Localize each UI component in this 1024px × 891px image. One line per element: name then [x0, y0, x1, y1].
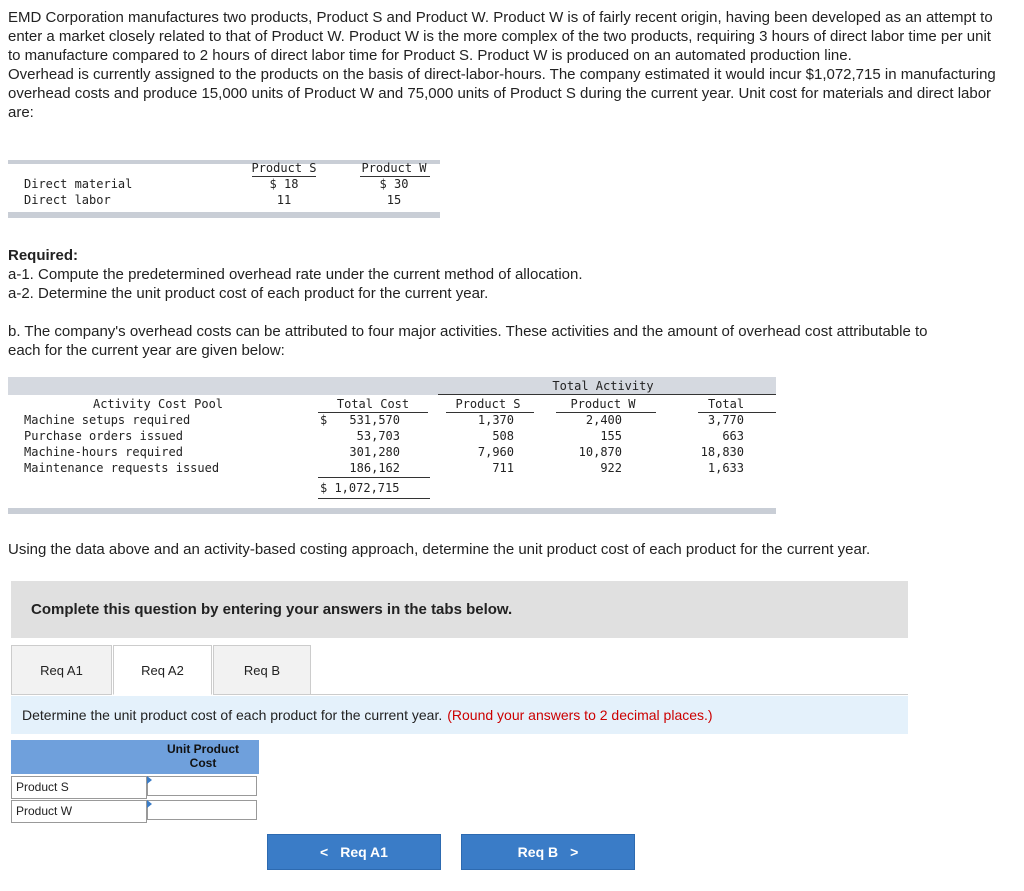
input-marker-icon: [147, 776, 152, 784]
answer-row: [11, 800, 147, 823]
pool-cost: 53,703: [356, 429, 400, 443]
pool-name: Machine-hours required: [24, 445, 183, 459]
tab-req-b[interactable]: [213, 645, 311, 695]
intro-text: [8, 8, 998, 122]
header-product-w: Product W: [361, 161, 427, 175]
tab-label: Req A1: [40, 662, 83, 678]
answer-row-label: Product W: [16, 804, 73, 818]
prompt-note: (Round your answers to 2 decimal places.): [447, 707, 713, 723]
next-button-label: Req B: [517, 844, 559, 860]
product-w-input[interactable]: [147, 800, 257, 820]
row-label-direct-labor: Direct labor: [24, 193, 111, 207]
header-total: Total: [707, 397, 745, 411]
prev-req-a1-button[interactable]: [267, 834, 441, 870]
chevron-right-icon: >: [570, 844, 579, 860]
pool-w: 10,870: [578, 445, 622, 459]
tab-req-a2[interactable]: [113, 645, 212, 695]
answer-row: [11, 776, 147, 799]
chevron-left-icon: <: [320, 844, 329, 860]
required-a2: a-2. Determine the unit product cost of each product for the current year.: [8, 285, 489, 302]
header-activity-cost-pool: Activity Cost Pool: [92, 397, 224, 411]
banner-text: Complete this question by entering your answers in the tabs below.: [31, 601, 513, 618]
direct-material-w: $ 30: [379, 177, 409, 191]
total-activity-header: Total Activity: [552, 379, 654, 393]
tab-req-a1[interactable]: [11, 645, 112, 695]
direct-material-s: $ 18: [269, 177, 299, 191]
pool-s: 711: [492, 461, 514, 475]
prompt-bar: [11, 696, 908, 734]
prompt-text: Determine the unit product cost of each product for the current year.: [22, 707, 443, 723]
pool-name: Machine setups required: [24, 413, 191, 427]
intro-paragraph-1: EMD Corporation manufactures two products, Product S and Product W. Product W is of fairly recent origin, having been developed as an attempt to enter a market closely related to that of Product W. Product W is the more complex of the two products, requiring 3 hours of direct labor time per unit to manufacture compared to 2 hours of direct labor time for Product S. Product W is produced on an automated production line.: [8, 9, 993, 64]
pool-cost: 531,570: [349, 413, 400, 427]
activity-table: [8, 377, 776, 515]
pool-s: 1,370: [477, 413, 514, 427]
pool-w: 922: [600, 461, 622, 475]
intro-paragraph-2: Overhead is currently assigned to the products on the basis of direct-labor-hours. The company estimated it would incur $1,072,715 in manufacturing overhead costs and produce 15,000 units of Product W and 75,000 units of Product S during the current year. Unit cost for materials and direct labor are:: [8, 66, 996, 121]
unit-cost-table: [8, 160, 440, 220]
required-b: b. The company's overhead costs can be attributed to four major activities. These activities and the amount of overhead cost attributable to each for the current year are given below:: [8, 323, 928, 359]
activity-row-dollar-sign: $: [320, 413, 328, 427]
direct-labor-w: 15: [386, 193, 402, 207]
product-s-input[interactable]: [147, 776, 257, 796]
header-product-w: Product W: [570, 397, 636, 411]
pool-s: 7,960: [477, 445, 514, 459]
answer-table: [11, 740, 259, 824]
grand-total: $ 1,072,715: [320, 481, 400, 495]
pool-w: 2,400: [585, 413, 622, 427]
banner: [11, 581, 908, 638]
tab-label: Req B: [243, 662, 281, 678]
required-title: Required:: [8, 247, 79, 264]
required-a1: a-1. Compute the predetermined overhead rate under the current method of allocation.: [8, 266, 583, 283]
pool-name: Purchase orders issued: [24, 429, 183, 443]
instruction-text: Using the data above and an activity-based costing approach, determine the unit product cost of each product for the current year.: [8, 541, 871, 558]
pool-cost: 186,162: [349, 461, 400, 475]
tab-label: Req A2: [141, 662, 184, 678]
pool-w: 155: [600, 429, 622, 443]
pool-cost: 301,280: [349, 445, 400, 459]
pool-total: 18,830: [700, 445, 744, 459]
answer-header: Unit Product Cost: [147, 740, 259, 774]
next-req-b-button[interactable]: [461, 834, 635, 870]
answer-row-label: Product S: [16, 780, 69, 794]
input-marker-icon: [147, 800, 152, 808]
header-product-s: Product S: [251, 161, 317, 175]
header-product-s: Product S: [455, 397, 521, 411]
direct-labor-s: 11: [276, 193, 292, 207]
required-section: [8, 246, 1008, 360]
pool-total: 3,770: [707, 413, 744, 427]
header-total-cost: Total Cost: [336, 397, 410, 411]
prev-button-label: Req A1: [340, 844, 388, 860]
row-label-direct-material: Direct material: [24, 177, 133, 191]
pool-name: Maintenance requests issued: [24, 461, 220, 475]
pool-total: 663: [722, 429, 744, 443]
pool-total: 1,633: [707, 461, 744, 475]
pool-s: 508: [492, 429, 514, 443]
